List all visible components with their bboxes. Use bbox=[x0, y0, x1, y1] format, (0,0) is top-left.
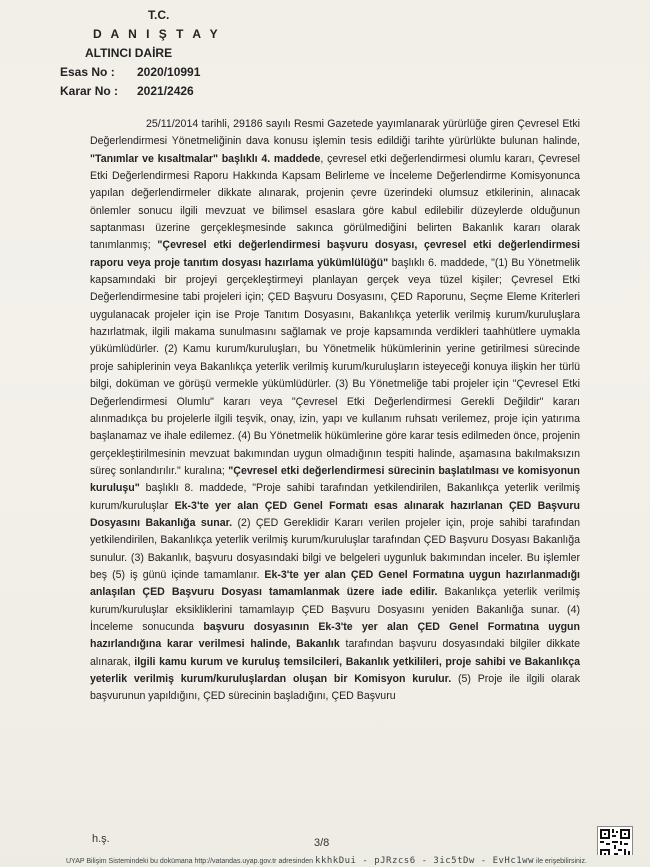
bold-span: ilgili kamu kurum ve kuruluş temsilcileri, Bakanlık yetkilileri, proje sahibi ve Bakanlıkça yeterlik verilmiş kurum/kuruluşlardan oluşan bir Komisyon kurulur. bbox=[90, 655, 580, 685]
page-number: 3/8 bbox=[314, 837, 330, 849]
text-span: 25/11/2014 tarihli, 29186 sayılı Resmi Gazetede yayımlanarak yürürlüğe giren Çevresel Etki Değerlendirmesi Yönetmeliğinin dava konusu işlemin tesis edildiği tarihte yürürlükte bulunan halinde, bbox=[90, 118, 580, 148]
text-span: (5) Proje ile ilgili olarak başvurunun yapıldığını, ÇED sürecinin başladığını, ÇED Başvuru bbox=[90, 673, 580, 703]
uyap-tail: ile erişebilirsiniz. bbox=[535, 858, 587, 865]
header-chamber: ALTINCI DAİRE bbox=[85, 46, 173, 60]
karar-row bbox=[60, 82, 360, 101]
text-span: tarafından başvuru dosyasındaki bilgiler dikkate alınarak, bbox=[90, 638, 580, 668]
text-span: Bakanlıkça yeterlik verilmiş kurum/kuruluşlar eksikliklerini tamamlayıp ÇED Başvuru Dosyasını yeniden Bakanlığa sunar. (4) İnceleme sonucunda bbox=[90, 586, 580, 633]
document-header bbox=[60, 6, 360, 101]
uyap-text: UYAP Bilişim Sistemindeki bu dokümana http://vatandas.uyap.gov.tr adresinden bbox=[66, 858, 314, 865]
karar-value: 2021/2426 bbox=[137, 84, 194, 98]
bold-span: başvuru dosyasının Ek-3'te yer alan ÇED Genel Formatına uygun hazırlandığına karar verilmesi halinde, Bakanlık bbox=[90, 620, 580, 651]
bold-span: Ek-3'te yer alan ÇED Genel Formatına uygun hazırlanmadığı anlaşılan ÇED Başvuru Dosyası tamamlanmak üzere iade edilir. bbox=[90, 568, 580, 599]
body-paragraph bbox=[90, 116, 580, 706]
esas-row bbox=[60, 63, 360, 82]
karar-label: Karar No : bbox=[60, 84, 119, 98]
bold-span: "Tanımlar ve kısaltmalar" başlıklı 4. maddede bbox=[90, 152, 321, 165]
text-span: başlıklı 8. maddede, "Proje sahibi tarafından yetkilendirilen, Bakanlıkça yeterlik verilmiş kurum/kuruluşlar bbox=[90, 482, 580, 512]
esas-label: Esas No : bbox=[60, 65, 115, 79]
header-tc: T.C. bbox=[148, 8, 170, 22]
text-span: başlıklı 6. maddede, "(1) Bu Yönetmelik kapsamındaki bir projeyi gerçekleştirmeyi planlayan gerçek veya tüzel kişiler; Çevresel Etki Değerlendirmesine tabi projeleri için; ÇED Başvuru Dosyasını, ÇED Raporunu, Seçme Eleme Kriterleri uygulanacak projeler için ise Proje Tanıtım Dosyasını, Bakanlıkça yeterlik verilmiş kurum/kuruluşlara hazırlatmak, ilgili makama sunulmasını sağlamak ve proje kapsamında verdikleri taahhütlere uymakla yükümlüdürler. (2) Kamu kurum/kuruluşları, bu Yönetmelik hükümlerinin yerine getirilmesi sürecinde proje sahiplerinin veya Bakanlıkça yeterlik verilmiş kurum/kuruluşların isteyeceği konuya ilişkin her türlü bilgi, doküman ve görüşü vermekle yükümlüdürler. (3) Bu Yönetmeliğe tabi projeler için "Çevresel Etki Değerlendirmesi Olumlu" kararı veya "Çevresel Etki Değerlendirmesi Gerekli Değildir" kararı alınmadıkça bu projelerle ilgili teşvik, onay, izin, yapı ve kullanım ruhsatı verilemez, proje için yatırıma başlanamaz ve ihale edilemez. (4) Bu Yönetmelik hükümlerine göre karar tesis edilmeden önce, projenin gerçekleştirilmesinin mevzuat bakımından uygun olmadığının tespiti halinde, aşamasına bakılmaksızın süreç sonlandırılır." kuralına; bbox=[90, 256, 581, 477]
document-body bbox=[90, 116, 580, 706]
document-code: kkhkDui - pJRzcs6 - 3ic5tDw - EvHc1ww bbox=[315, 856, 535, 866]
case-meta bbox=[60, 63, 360, 101]
header-court: D A N I Ş T A Y bbox=[93, 27, 221, 41]
uyap-verification-line bbox=[0, 855, 650, 867]
bold-span: Ek-3'te yer alan ÇED Genel Formatı esas alınarak hazırlanan ÇED Başvuru Dosyasını Bakanlığa sunar. bbox=[90, 499, 580, 529]
bold-span: "Çevresel etki değerlendirmesi başvuru dosyası, çevresel etki değerlendirmesi raporu veya proje tanıtım dosyası hazırlama yükümlülüğü" bbox=[90, 239, 580, 269]
footer-initials: h.ş. bbox=[92, 833, 110, 845]
bold-span: "Çevresel etki değerlendirmesi sürecinin başlatılması ve komisyonun kuruluşu" bbox=[90, 464, 580, 495]
text-span: , çevresel etki değerlendirmesi olumlu kararı, Çevresel Etki Değerlendirmesi Raporu Hakkında Kapsam Belirleme ve İnceleme Değerlendirme Komisyonunca yapılan değerlendirmeler dikkate alınarak, projenin çevre üzerindeki olumsuz etkilerinin, alınacak önlemler sonucu ilgili mevzuat ve bilimsel esaslara göre kabul edilebilir düzeylerde olduğunun saptanması üzerine gerçekleşmesinde sakınca görülmediğini belirten Bakanlık kararı olarak tanımlanmış; bbox=[90, 152, 580, 252]
text-span: (2) ÇED Gereklidir Kararı verilen projeler için, proje sahibi tarafından yetkilendirilen, Bakanlıkça yeterlik verilmiş kurum/kuruluşlar tarafından ÇED Başvuru Dosyası Bakanlığa sunulur. (3) Bakanlık, başvuru dosyasındaki bilgi ve belgeleri uygunluk bakımından inceler. Bu işlemler beş (5) iş günü içinde tamamlanır. bbox=[90, 516, 581, 581]
esas-value: 2020/10991 bbox=[137, 65, 201, 79]
